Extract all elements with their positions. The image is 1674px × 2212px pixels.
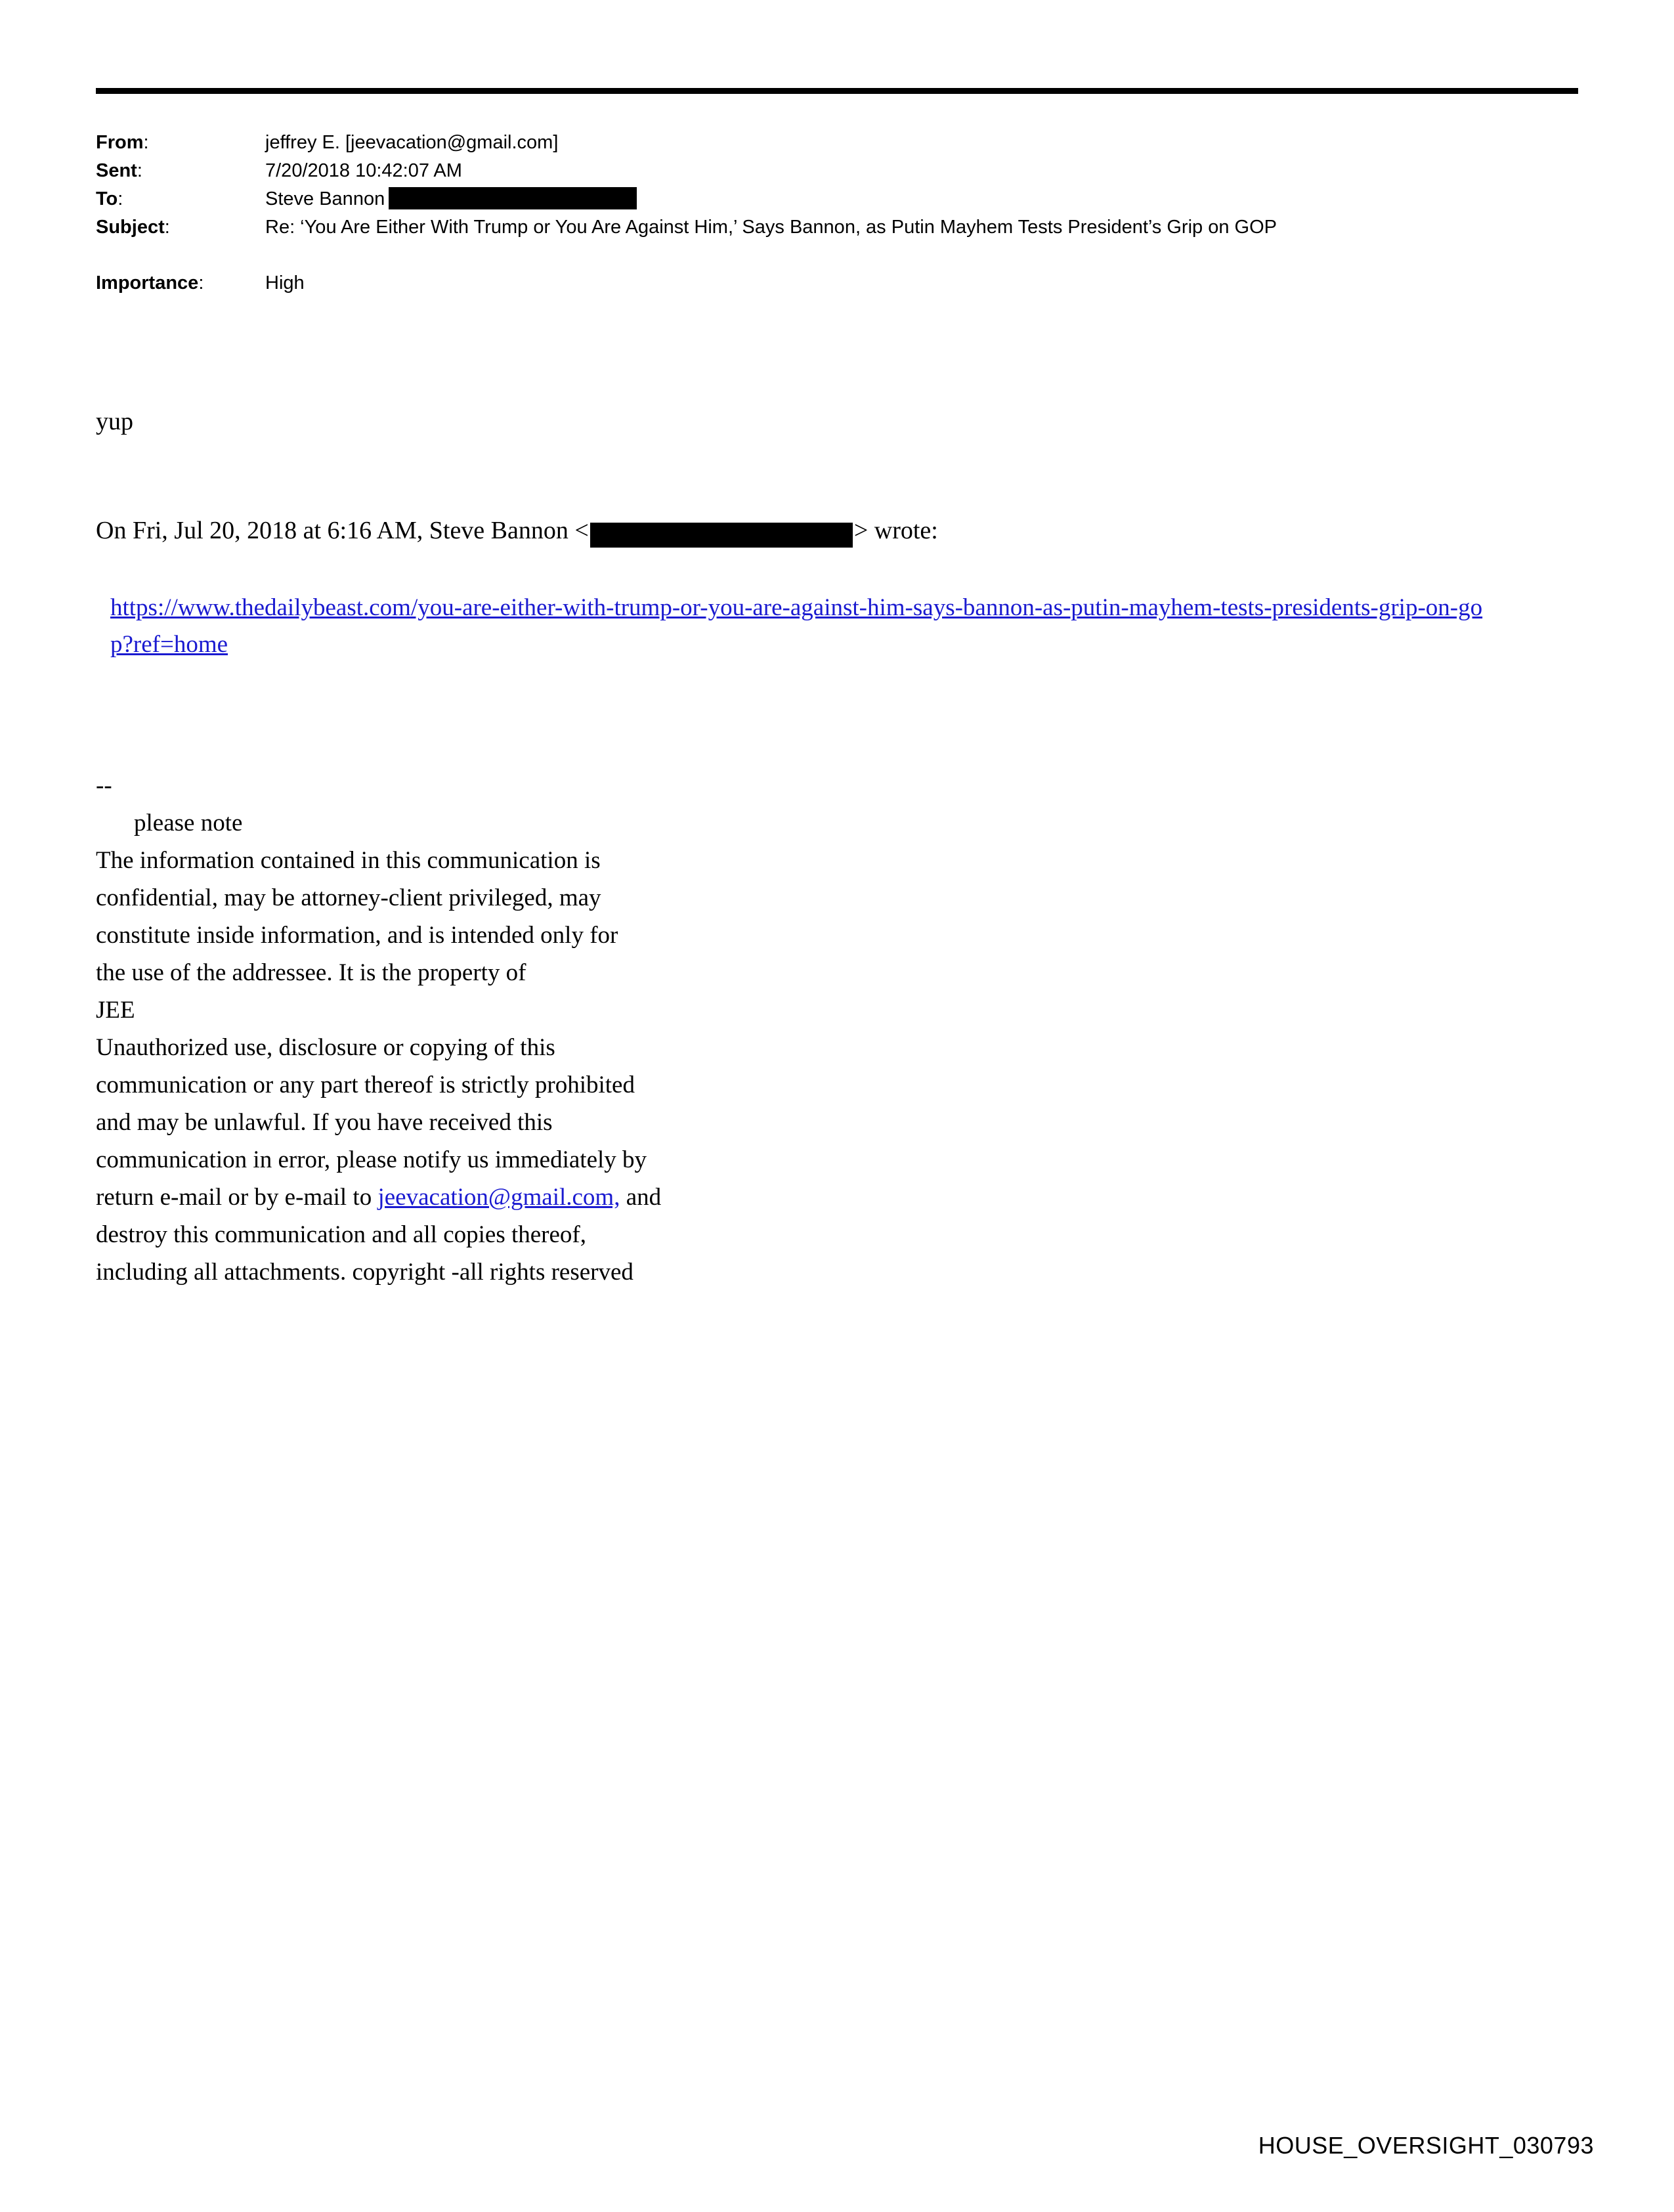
signature-line: Unauthorized use, disclosure or copying of this: [96, 1034, 555, 1061]
header-row-sent: [96, 157, 1579, 185]
redaction-bar-recipient-email: [389, 187, 637, 209]
header-label-sent: Sent:: [96, 160, 142, 181]
header-label-to: To:: [96, 188, 123, 209]
header-value-subject: Re: ‘You Are Either With Trump or You Are Against Him,’ Says Bannon, as Putin Mayhem Tests President’s Grip on GOP: [265, 217, 1277, 238]
signature-line: confidential, may be attorney-client privileged, may: [96, 884, 601, 911]
article-link-block: [110, 590, 1502, 663]
header-value-sent: 7/20/2018 10:42:07 AM: [265, 160, 462, 181]
signature-email-prefix: return e-mail or by e-mail to: [96, 1184, 378, 1211]
signature-line: the use of the addressee. It is the property of: [96, 959, 526, 986]
header-label-subject: Subject:: [96, 217, 170, 238]
signature-email-link[interactable]: jeevacation@gmail.com,: [377, 1184, 620, 1211]
quoted-intro-prefix: On Fri, Jul 20, 2018 at 6:16 AM, Steve Bannon <: [96, 517, 589, 544]
signature-line: communication or any part thereof is strictly prohibited: [96, 1072, 635, 1098]
signature-please-note: please note: [134, 810, 243, 836]
header-row-subject: [96, 213, 1579, 242]
signature-line: and may be unlawful. If you have received this: [96, 1109, 553, 1136]
email-header-block: [96, 129, 1579, 297]
signature-block: [96, 767, 1146, 1291]
signature-dashes: --: [96, 772, 112, 799]
signature-line: The information contained in this communication is: [96, 847, 601, 874]
header-label-from: From:: [96, 132, 149, 153]
signature-email-line: [96, 1179, 1146, 1216]
header-value-from: jeffrey E. [jeevacation@gmail.com]: [265, 132, 559, 153]
header-divider-rule: [96, 88, 1578, 94]
quoted-message-intro: [96, 512, 1540, 549]
signature-line: constitute inside information, and is intended only for: [96, 922, 618, 949]
header-value-importance: High: [265, 272, 305, 293]
header-row-from: [96, 129, 1579, 157]
signature-email-suffix: and: [620, 1184, 662, 1211]
reply-body-text: yup: [96, 408, 133, 435]
header-label-importance: Importance:: [96, 272, 204, 293]
signature-line: destroy this communication and all copies thereof,: [96, 1221, 586, 1248]
header-value-to: [265, 185, 1579, 213]
signature-line: JEE: [96, 997, 135, 1024]
bates-number: HOUSE_OVERSIGHT_030793: [1258, 2132, 1594, 2159]
signature-line: communication in error, please notify us immediately by: [96, 1146, 647, 1173]
quoted-intro-suffix: > wrote:: [853, 517, 938, 544]
header-row-importance: [96, 269, 1579, 297]
signature-line: including all attachments. copyright -all rights reserved: [96, 1259, 633, 1286]
recipient-name: Steve Bannon: [265, 188, 385, 209]
article-link[interactable]: https://www.thedailybeast.com/you-are-either-with-trump-or-you-are-against-him-says-bannon-as-putin-mayhem-tests-presidents-grip-on-gop?ref=home: [110, 594, 1483, 658]
redaction-bar-sender-email: [590, 523, 853, 548]
header-row-to: [96, 185, 1579, 213]
